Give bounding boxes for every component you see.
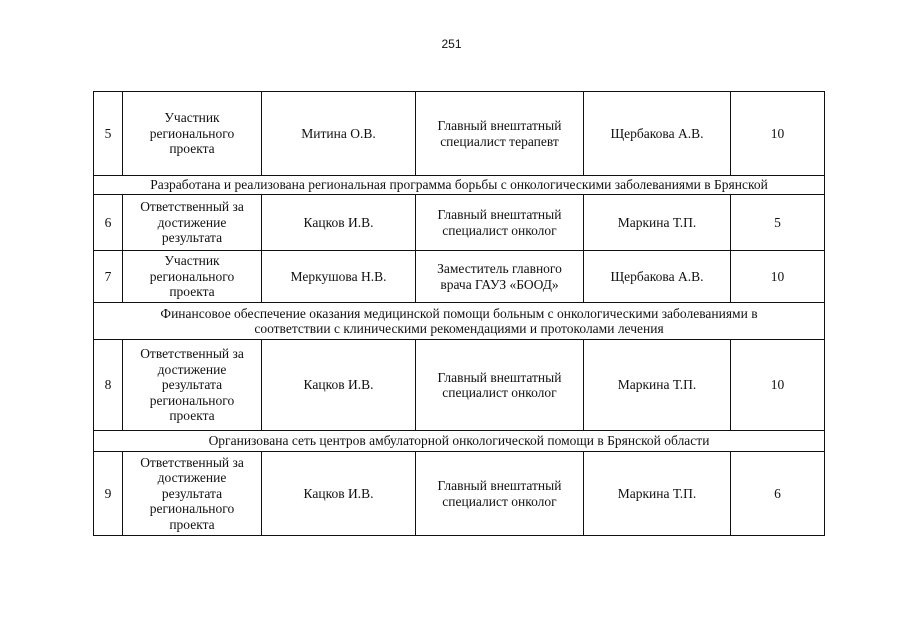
page-number: 251 — [441, 37, 462, 51]
value-cell: 5 — [731, 195, 825, 251]
role-cell: Ответственный за достижение результата — [123, 195, 262, 251]
supervisor-cell: Щербакова А.В. — [584, 92, 731, 176]
supervisor-cell: Маркина Т.П. — [584, 195, 731, 251]
person-cell: Кацков И.В. — [262, 452, 416, 536]
role-cell: Ответственный за достижение результата регионального проекта — [123, 340, 262, 431]
position-cell: Главный внештатный специалист онколог — [416, 195, 584, 251]
value-cell: 6 — [731, 452, 825, 536]
position-cell: Заместитель главного врача ГАУЗ «БООД» — [416, 251, 584, 303]
table-row — [94, 452, 825, 536]
table-row — [94, 340, 825, 431]
table-row — [94, 251, 825, 303]
section-heading: Организована сеть центров амбулаторной онкологической помощи в Брянской области — [94, 431, 825, 452]
section-row — [94, 431, 825, 452]
supervisor-cell: Маркина Т.П. — [584, 452, 731, 536]
value-cell: 10 — [731, 92, 825, 176]
row-number: 6 — [94, 195, 123, 251]
section-heading: Финансовое обеспечение оказания медицинской помощи больным с онкологическими заболеваниями в соответствии с клиническими рекомендациями и протоколами лечения — [94, 303, 825, 340]
person-cell: Меркушова Н.В. — [262, 251, 416, 303]
person-cell: Кацков И.В. — [262, 340, 416, 431]
section-row — [94, 176, 825, 195]
value-cell: 10 — [731, 340, 825, 431]
person-cell: Митина О.В. — [262, 92, 416, 176]
section-heading: Разработана и реализована региональная программа борьбы с онкологическими заболеваниями в Брянской — [94, 176, 825, 195]
row-number: 7 — [94, 251, 123, 303]
person-cell: Кацков И.В. — [262, 195, 416, 251]
role-cell: Участник регионального проекта — [123, 92, 262, 176]
position-cell: Главный внештатный специалист онколог — [416, 340, 584, 431]
supervisor-cell: Маркина Т.П. — [584, 340, 731, 431]
role-cell: Ответственный за достижение результата регионального проекта — [123, 452, 262, 536]
row-number: 5 — [94, 92, 123, 176]
row-number: 9 — [94, 452, 123, 536]
table-row — [94, 92, 825, 176]
position-cell: Главный внештатный специалист онколог — [416, 452, 584, 536]
supervisor-cell: Щербакова А.В. — [584, 251, 731, 303]
section-row — [94, 303, 825, 340]
responsibility-table — [93, 91, 825, 536]
position-cell: Главный внештатный специалист терапевт — [416, 92, 584, 176]
value-cell: 10 — [731, 251, 825, 303]
row-number: 8 — [94, 340, 123, 431]
table-row — [94, 195, 825, 251]
role-cell: Участник регионального проекта — [123, 251, 262, 303]
